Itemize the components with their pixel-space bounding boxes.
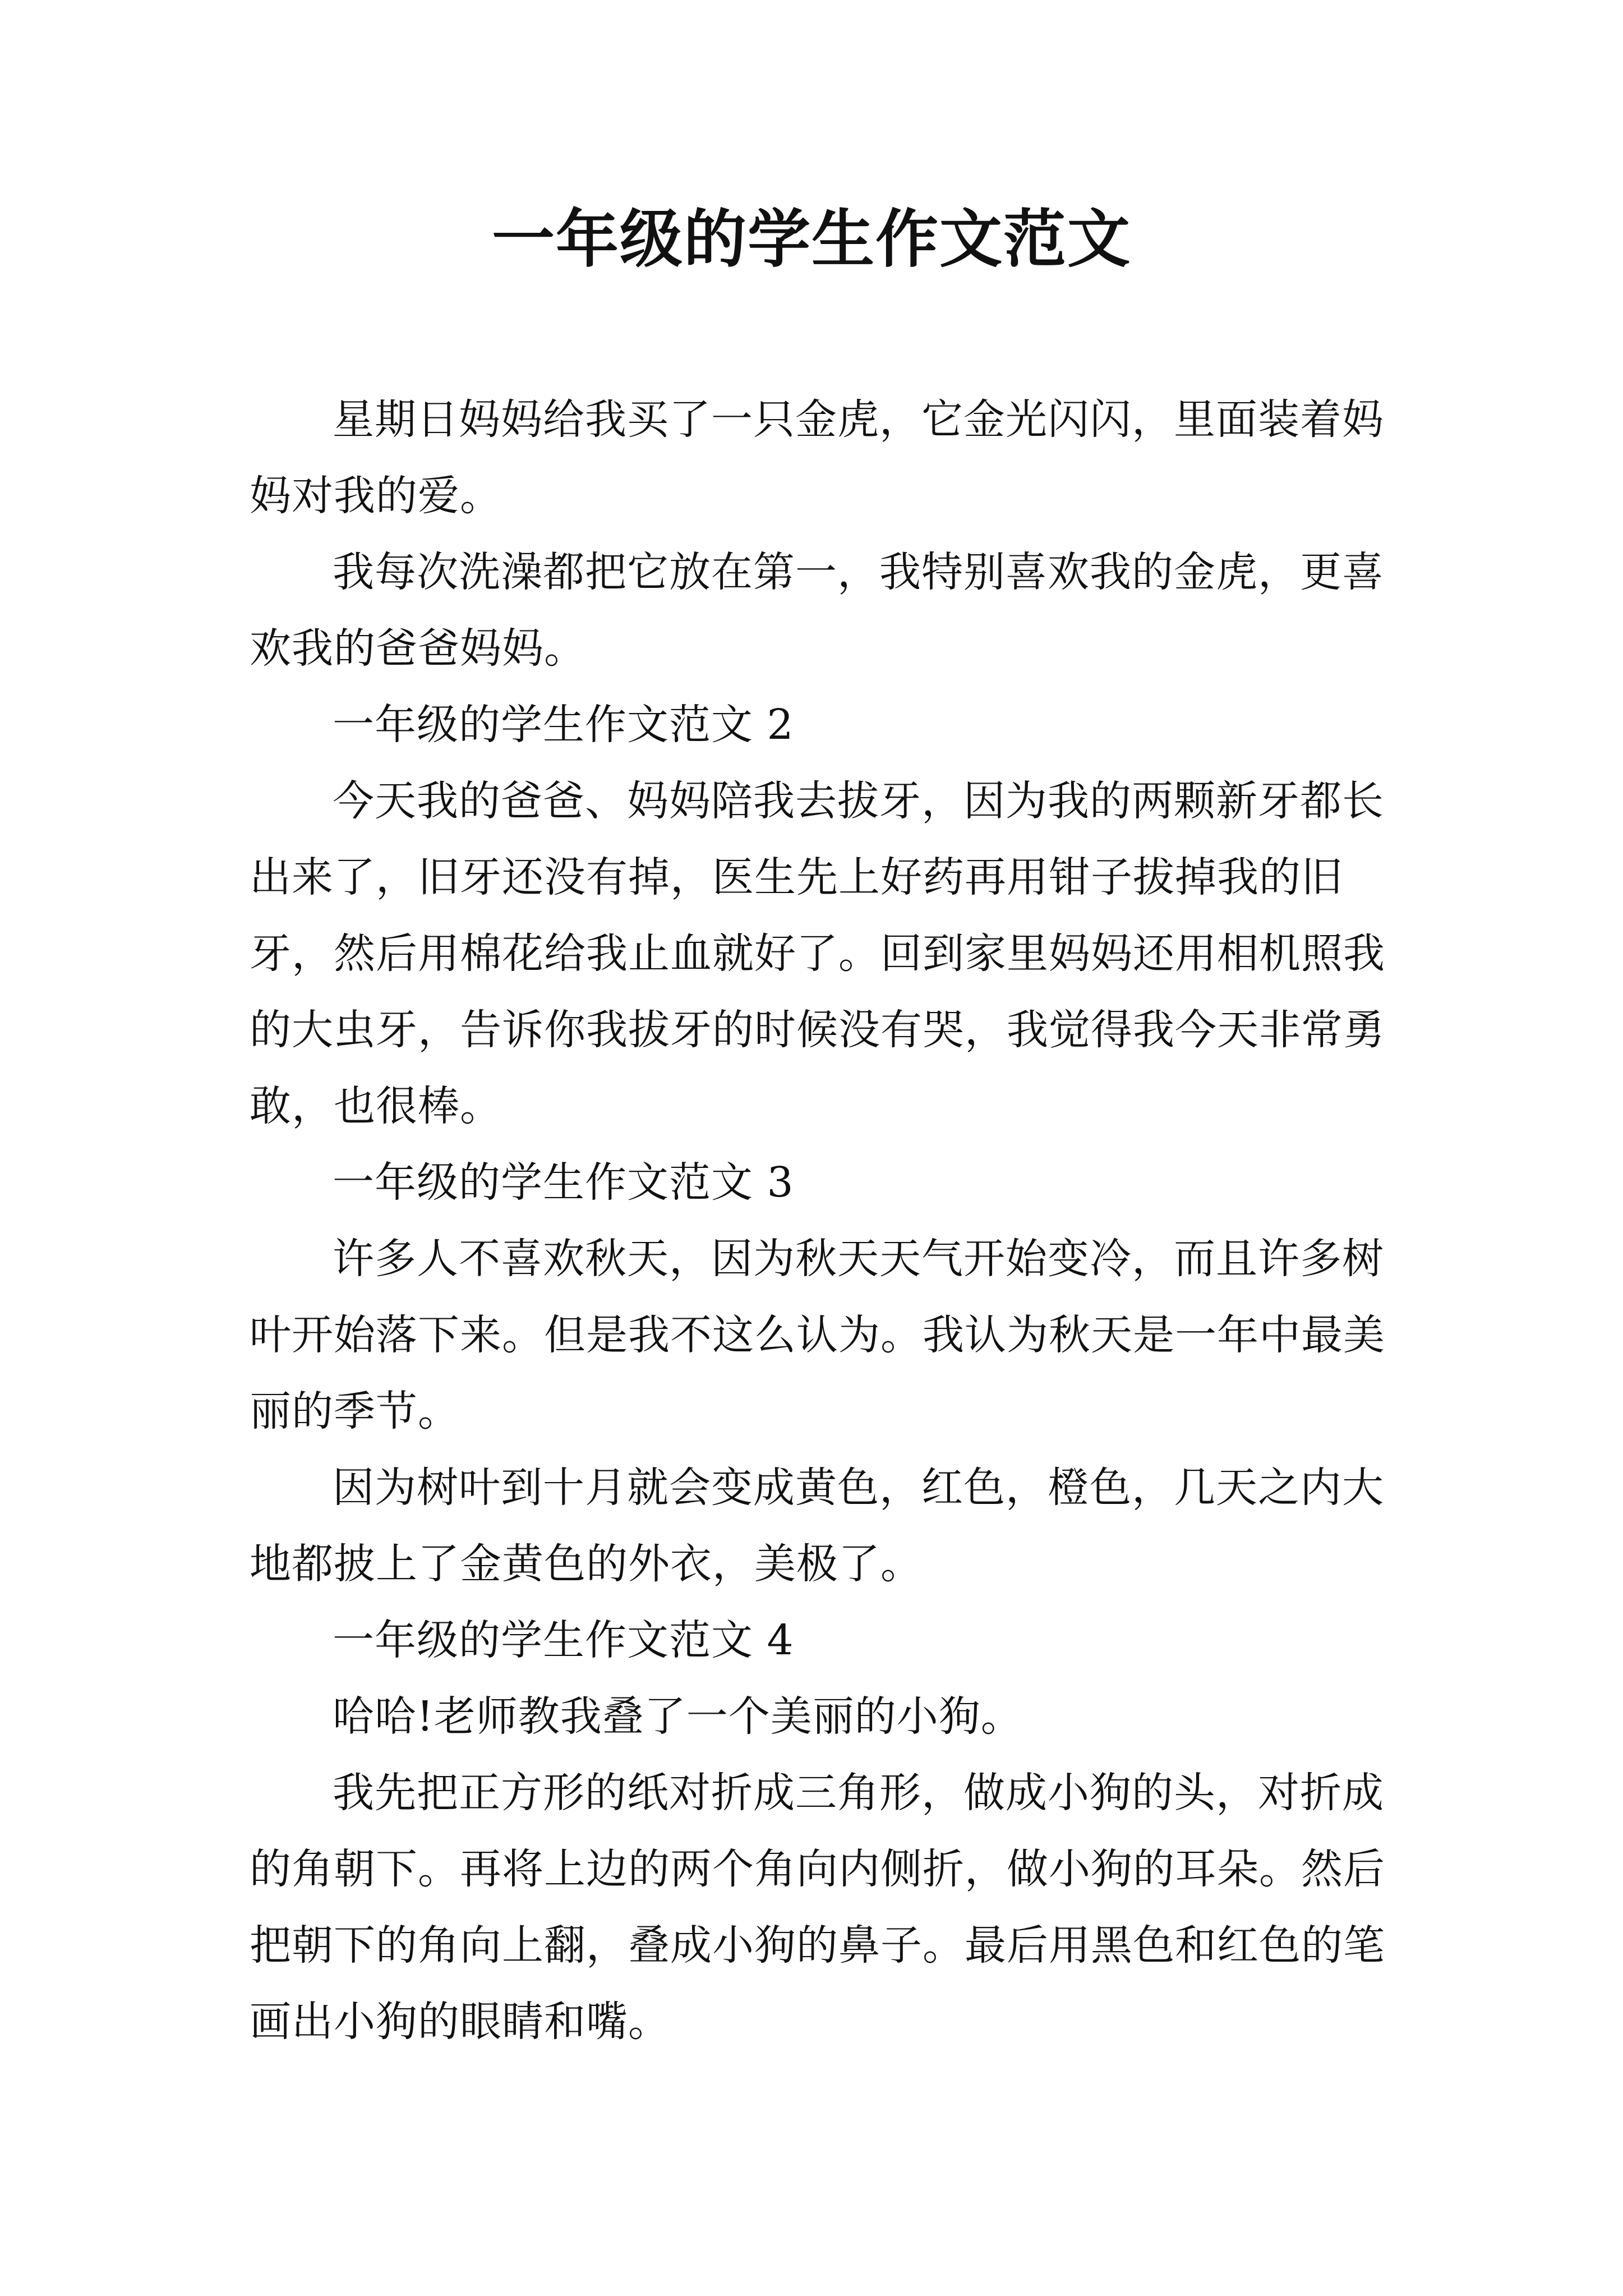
paragraph-2: 我每次洗澡都把它放在第一，我特别喜欢我的金虎，更喜欢我的爸爸妈妈。: [250, 548, 1384, 673]
document-title: 一年级的学生作文范文: [492, 203, 1131, 276]
document-body: [250, 381, 1416, 2060]
paragraph-6: 哈哈!老师教我叠了一个美丽的小狗。: [333, 1692, 1023, 1741]
section-heading-2: 一年级的学生作文范文 2: [333, 701, 794, 749]
paragraph-1: 星期日妈妈给我买了一只金虎，它金光闪闪，里面装着妈妈对我的爱。: [250, 395, 1384, 520]
section-heading-3: 一年级的学生作文范文 3: [333, 1158, 794, 1207]
paragraph-4: 许多人不喜欢秋天，因为秋天天气开始变冷，而且许多树叶开始落下来。但是我不这么认为。我认为秋天是一年中最美丽的季节。: [250, 1235, 1385, 1435]
paragraph-5: 因为树叶到十月就会变成黄色，红色，橙色，几天之内大地都披上了金黄色的外衣，美极了。: [250, 1464, 1384, 1588]
paragraph-3: 今天我的爸爸、妈妈陪我去拔牙，因为我的两颗新牙都长出来了，旧牙还没有掉，医生先上好药再用钳子拔掉我的旧牙，然后用棉花给我止血就好了。回到家里妈妈还用相机照我的大虫牙，告诉你我拔牙的时候没有哭，我觉得我今天非常勇敢，也很棒。: [250, 777, 1385, 1130]
paragraph-7: 我先把正方形的纸对折成三角形，做成小狗的头，对折成的角朝下。再将上边的两个角向内侧折，做小狗的耳朵。然后把朝下的角向上翻，叠成小狗的鼻子。最后用黑色和红色的笔画出小狗的眼睛和嘴。: [250, 1769, 1385, 2046]
section-heading-4: 一年级的学生作文范文 4: [333, 1616, 794, 1664]
